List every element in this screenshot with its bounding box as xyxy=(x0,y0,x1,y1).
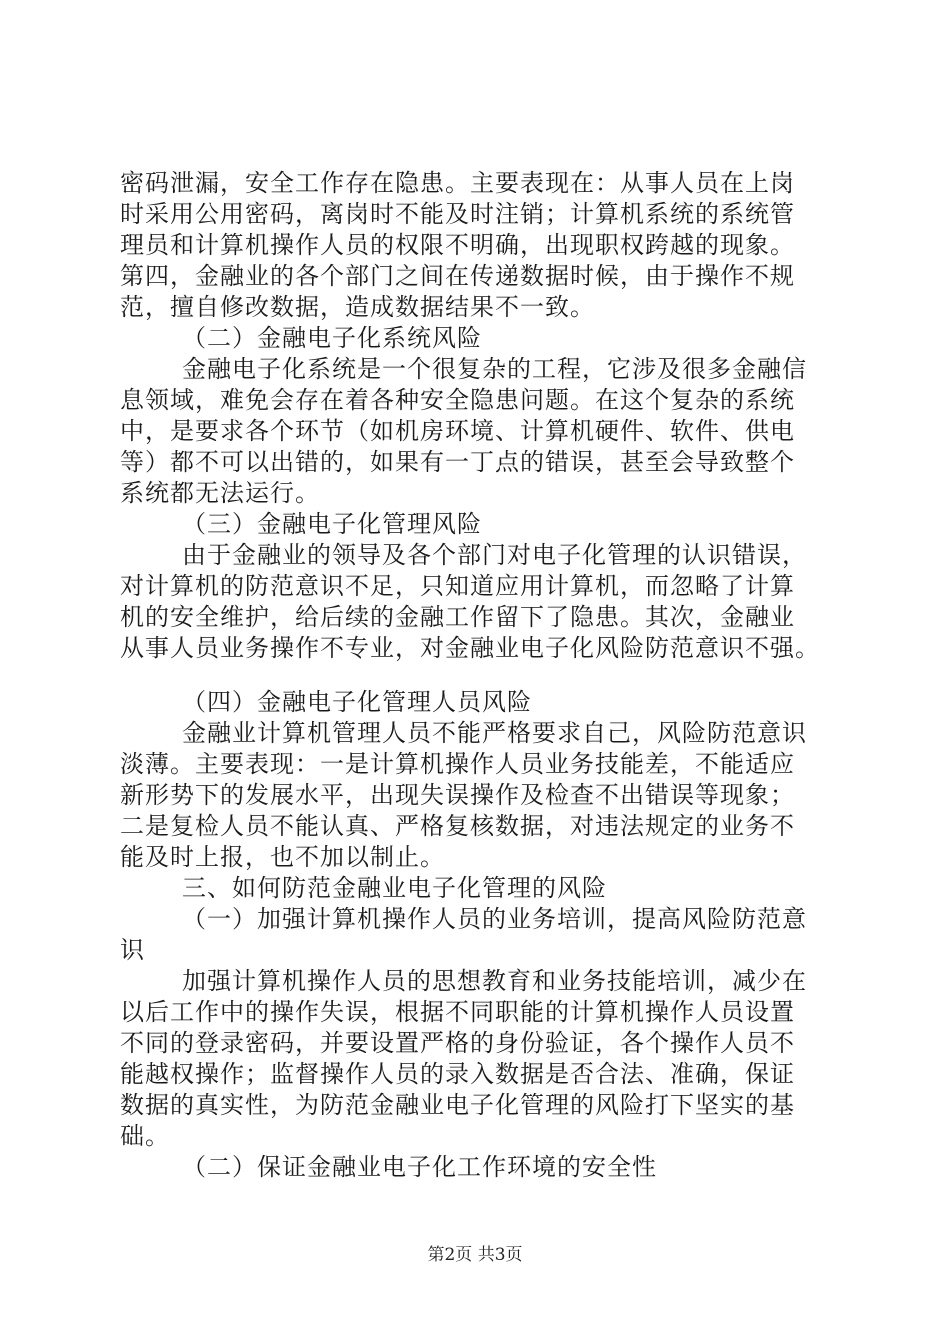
body-line: 范，擅自修改数据，造成数据结果不一致。 xyxy=(120,293,595,321)
body-line: 密码泄漏，安全工作存在隐患。主要表现在：从事人员在上岗 xyxy=(120,169,795,197)
body-line: 能越权操作；监督操作人员的录入数据是否合法、准确，保证 xyxy=(120,1060,795,1088)
paragraph-start: 由于金融业的领导及各个部门对电子化管理的认识错误， xyxy=(182,541,807,569)
sub-heading-continuation: 识 xyxy=(120,936,145,964)
section-heading: （四）金融电子化管理人员风险 xyxy=(182,688,532,716)
section-heading: （二）金融电子化系统风险 xyxy=(182,324,482,352)
section-heading: 三、如何防范金融业电子化管理的风险 xyxy=(182,874,607,902)
body-line: 第四，金融业的各个部门之间在传递数据时候，由于操作不规 xyxy=(120,262,795,290)
body-line: 系统都无法运行。 xyxy=(120,479,320,507)
section-heading: （三）金融电子化管理风险 xyxy=(182,510,482,538)
body-line: 息领域，难免会存在着各种安全隐患问题。在这个复杂的系统 xyxy=(120,386,795,414)
sub-heading: （一）加强计算机操作人员的业务培训，提高风险防范意 xyxy=(182,905,807,933)
body-line: 等）都不可以出错的，如果有一丁点的错误，甚至会导致整个 xyxy=(120,448,795,476)
body-line: 时采用公用密码，离岗时不能及时注销；计算机系统的系统管 xyxy=(120,200,795,228)
paragraph-start: 加强计算机操作人员的思想教育和业务技能培训，减少在 xyxy=(182,967,807,995)
body-line: 二是复检人员不能认真、严格复核数据，对违法规定的业务不 xyxy=(120,812,795,840)
body-line: 机的安全维护，给后续的金融工作留下了隐患。其次，金融业 xyxy=(120,603,795,631)
body-line: 从事人员业务操作不专业，对金融业电子化风险防范意识不强。 xyxy=(120,634,820,662)
body-line: 理员和计算机操作人员的权限不明确，出现职权跨越的现象。 xyxy=(120,231,795,259)
document-body xyxy=(120,168,840,1183)
body-line: 不同的登录密码，并要设置严格的身份验证，各个操作人员不 xyxy=(120,1029,795,1057)
body-line: 淡薄。主要表现：一是计算机操作人员业务技能差，不能适应 xyxy=(120,750,795,778)
paragraph-gap xyxy=(120,664,840,687)
paragraph-start: 金融业计算机管理人员不能严格要求自己，风险防范意识 xyxy=(182,719,807,747)
paragraph-start: 金融电子化系统是一个很复杂的工程，它涉及很多金融信 xyxy=(182,355,807,383)
body-line: 对计算机的防范意识不足，只知道应用计算机，而忽略了计算 xyxy=(120,572,795,600)
body-line: 新形势下的发展水平，出现失误操作及检查不出错误等现象； xyxy=(120,781,795,809)
body-line: 能及时上报，也不加以制止。 xyxy=(120,843,445,871)
body-line: 中，是要求各个环节（如机房环境、计算机硬件、软件、供电 xyxy=(120,417,795,445)
body-line: 以后工作中的操作失误，根据不同职能的计算机操作人员设置 xyxy=(120,998,795,1026)
body-line: 数据的真实性，为防范金融业电子化管理的风险打下坚实的基 xyxy=(120,1091,795,1119)
sub-heading: （二）保证金融业电子化工作环境的安全性 xyxy=(182,1153,657,1181)
page-number-footer: 第2页 共3页 xyxy=(427,1245,523,1265)
body-line: 础。 xyxy=(120,1122,170,1150)
